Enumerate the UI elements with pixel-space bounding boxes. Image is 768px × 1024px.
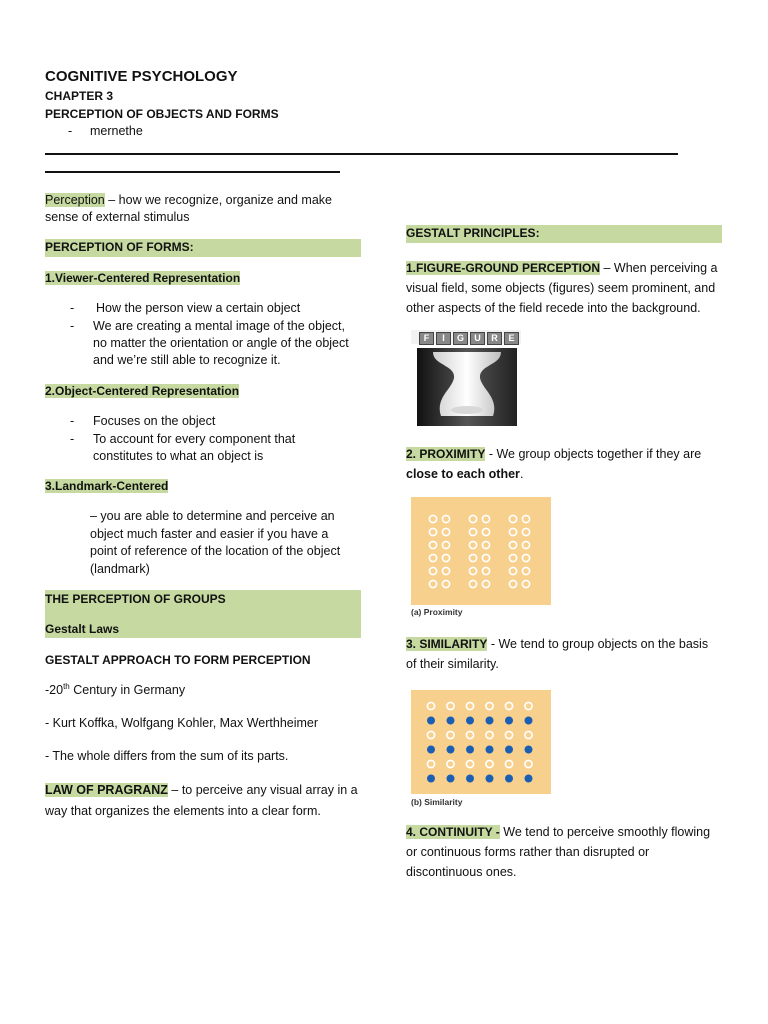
century-pre: -20: [45, 683, 64, 697]
similarity-def-2: of their similarity.: [406, 657, 499, 671]
gestalt-names: - Kurt Koffka, Wolfgang Kohler, Max Werthheimer: [45, 716, 319, 730]
pragnanz-def-1: – to perceive any visual array in a: [167, 783, 358, 797]
similarity-dot: [525, 746, 532, 753]
similarity-dot: [525, 731, 532, 738]
figure-ground-definition: [406, 258, 736, 318]
similarity-dot: [447, 702, 454, 709]
proximity-dot: [442, 541, 449, 548]
similarity-dot: [447, 717, 454, 724]
proximity-dot: [509, 554, 516, 561]
chapter-label: CHAPTER 3: [45, 89, 114, 103]
proximity-dot: [522, 567, 529, 574]
header-rule-short: [45, 171, 340, 173]
similarity-dot: [466, 717, 473, 724]
viewer-bullet-1: How the person view a certain object: [96, 301, 301, 315]
proximity-dot: [442, 554, 449, 561]
figure-def-3: other aspects of the field recede into the background.: [406, 301, 701, 315]
similarity-dot: [427, 717, 434, 724]
proximity-dot: [482, 580, 489, 587]
similarity-dot: [525, 702, 532, 709]
pragnanz-definition: [45, 780, 375, 822]
object-bullet-2: To account for every component that: [93, 432, 296, 446]
landmark-heading: [45, 478, 168, 495]
century-sup: th: [63, 681, 70, 691]
proximity-term: 2. PROXIMITY: [406, 447, 486, 461]
proximity-dot: [442, 567, 449, 574]
landmark-text-2: object much faster and easier if you have a: [90, 527, 329, 541]
proximity-dot: [522, 580, 529, 587]
object-heading: [45, 383, 239, 400]
proximity-dot: [469, 528, 476, 535]
perception-definition: [45, 192, 365, 226]
object-bullet-dash-1: -: [70, 414, 75, 428]
proximity-dot: [482, 528, 489, 535]
viewer-bullet-dash-1: -: [70, 301, 75, 315]
proximity-dot: [509, 567, 516, 574]
proximity-dot: [522, 554, 529, 561]
similarity-dot: [505, 731, 512, 738]
similarity-dot: [486, 702, 493, 709]
proximity-def-1: - We group objects together if they are: [485, 447, 702, 461]
proximity-dot: [509, 580, 516, 587]
author-name: mernethe: [90, 124, 143, 138]
proximity-dot: [522, 541, 529, 548]
landmark-text-3: point of reference of the location of the object: [90, 544, 341, 558]
proximity-dot: [469, 580, 476, 587]
continuity-def-1: We tend to perceive smoothly flowing: [499, 825, 711, 839]
similarity-dot: [486, 760, 493, 767]
object-bullet-dash-2: -: [70, 432, 75, 446]
similarity-dot: [486, 717, 493, 724]
continuity-term: 4. CONTINUITY -: [406, 825, 500, 839]
proximity-dot: [429, 554, 436, 561]
proximity-dot: [509, 541, 516, 548]
similarity-dot: [505, 717, 512, 724]
similarity-dot: [505, 702, 512, 709]
continuity-def-3: discontinuous ones.: [406, 865, 517, 879]
proximity-dot: [482, 554, 489, 561]
landmark-text-1: – you are able to determine and perceive an: [90, 509, 335, 523]
similarity-dot: [466, 702, 473, 709]
similarity-dot: [486, 731, 493, 738]
similarity-dot: [486, 746, 493, 753]
continuity-def-2: or continuous forms rather than disrupted or: [406, 845, 650, 859]
proximity-dot: [469, 554, 476, 561]
similarity-dot: [505, 775, 512, 782]
proximity-def-2-end: .: [519, 467, 524, 481]
proximity-dot: [442, 515, 449, 522]
figure-letter-3: G: [453, 332, 468, 345]
viewer-bullet-2-cont: no matter the orientation or angle of the object: [93, 336, 349, 350]
similarity-dot: [447, 775, 454, 782]
proximity-dot: [429, 528, 436, 535]
figure-letter-1: F: [419, 332, 434, 345]
similarity-dot: [427, 702, 434, 709]
approach-heading: GESTALT APPROACH TO FORM PERCEPTION: [45, 653, 311, 667]
perception-def-1: – how we recognize, organize and make: [104, 193, 332, 207]
similarity-dot: [525, 760, 532, 767]
principles-heading: GESTALT PRINCIPLES:: [406, 226, 540, 240]
pragnanz-term: LAW OF PRAGRANZ: [45, 783, 168, 797]
similarity-dot: [447, 760, 454, 767]
proximity-dot: [482, 567, 489, 574]
century-post: Century in Germany: [69, 683, 186, 697]
figure-letter-2: I: [436, 332, 451, 345]
proximity-dot: [429, 580, 436, 587]
similarity-dot: [466, 731, 473, 738]
perception-term: Perception: [45, 193, 105, 207]
viewer-heading: [45, 270, 240, 287]
similarity-dot: [427, 746, 434, 753]
similarity-term: 3. SIMILARITY: [406, 637, 488, 651]
proximity-dot: [469, 541, 476, 548]
similarity-figure: [411, 690, 551, 794]
object-bullet-1: Focuses on the object: [93, 414, 216, 428]
chapter-topic: PERCEPTION OF OBJECTS AND FORMS: [45, 107, 279, 121]
figure-def-2: visual field, some objects (figures) seem prominent, and: [406, 281, 716, 295]
gestalt-laws-heading: Gestalt Laws: [45, 622, 120, 636]
proximity-dot: [482, 515, 489, 522]
author-dash: -: [68, 124, 73, 138]
viewer-heading-text: 1.Viewer-Centered Representation: [45, 271, 241, 285]
similarity-dot: [505, 746, 512, 753]
proximity-dot: [509, 528, 516, 535]
figure-letter-5: R: [487, 332, 502, 345]
proximity-dot: [522, 528, 529, 535]
proximity-dot: [429, 515, 436, 522]
figure-letter-4: U: [470, 332, 485, 345]
forms-heading: PERCEPTION OF FORMS:: [45, 240, 194, 254]
similarity-dots: [411, 690, 551, 794]
figure-def-1: – When perceiving a: [600, 261, 718, 275]
document-title: COGNITIVE PSYCHOLOGY: [45, 68, 238, 85]
object-bullet-2-cont: constitutes to what an object is: [93, 449, 264, 463]
proximity-dot: [469, 567, 476, 574]
similarity-dot: [525, 775, 532, 782]
similarity-dot: [466, 760, 473, 767]
similarity-dot: [427, 731, 434, 738]
perception-def-2: sense of external stimulus: [45, 210, 190, 224]
proximity-dot: [442, 580, 449, 587]
figure-letters: [419, 332, 519, 345]
similarity-caption: (b) Similarity: [411, 797, 463, 807]
viewer-bullet-2-cont2: and we’re still able to recognize it.: [93, 353, 281, 367]
proximity-dot: [429, 567, 436, 574]
viewer-bullet-dash-2: -: [70, 319, 75, 333]
viewer-bullet-2: We are creating a mental image of the object,: [93, 319, 345, 333]
proximity-dot: [509, 515, 516, 522]
century-line: [45, 682, 185, 699]
similarity-dot: [447, 746, 454, 753]
similarity-dot: [427, 775, 434, 782]
similarity-dot: [447, 731, 454, 738]
proximity-dot: [429, 541, 436, 548]
proximity-dot: [469, 515, 476, 522]
figure-letter-6: E: [504, 332, 519, 345]
header-rule-long: [45, 153, 678, 155]
proximity-dot: [442, 528, 449, 535]
figure-ground-image: [411, 330, 521, 426]
similarity-dot: [486, 775, 493, 782]
object-heading-text: 2.Object-Centered Representation: [45, 384, 240, 398]
landmark-heading-text: 3.Landmark-Centered: [45, 479, 169, 493]
proximity-dot: [522, 515, 529, 522]
landmark-text-4: (landmark): [90, 562, 150, 576]
similarity-dot: [466, 775, 473, 782]
proximity-def-2-bold: close to each other: [406, 467, 520, 481]
groups-heading: THE PERCEPTION OF GROUPS: [45, 592, 226, 606]
pragnanz-def-2: way that organizes the elements into a clear form.: [45, 804, 321, 818]
similarity-definition: [406, 634, 736, 674]
similarity-def-1: - We tend to group objects on the basis: [487, 637, 709, 651]
figure-ground-term: 1.FIGURE-GROUND PERCEPTION: [406, 261, 601, 275]
similarity-dot: [466, 746, 473, 753]
whole-statement: - The whole differs from the sum of its parts.: [45, 749, 289, 763]
proximity-dot: [482, 541, 489, 548]
similarity-dot: [505, 760, 512, 767]
proximity-caption: (a) Proximity: [411, 607, 463, 617]
proximity-definition: [406, 444, 736, 484]
similarity-dot: [525, 717, 532, 724]
continuity-definition: [406, 822, 736, 882]
similarity-dot: [427, 760, 434, 767]
proximity-dots: [411, 497, 551, 605]
proximity-figure: [411, 497, 551, 605]
